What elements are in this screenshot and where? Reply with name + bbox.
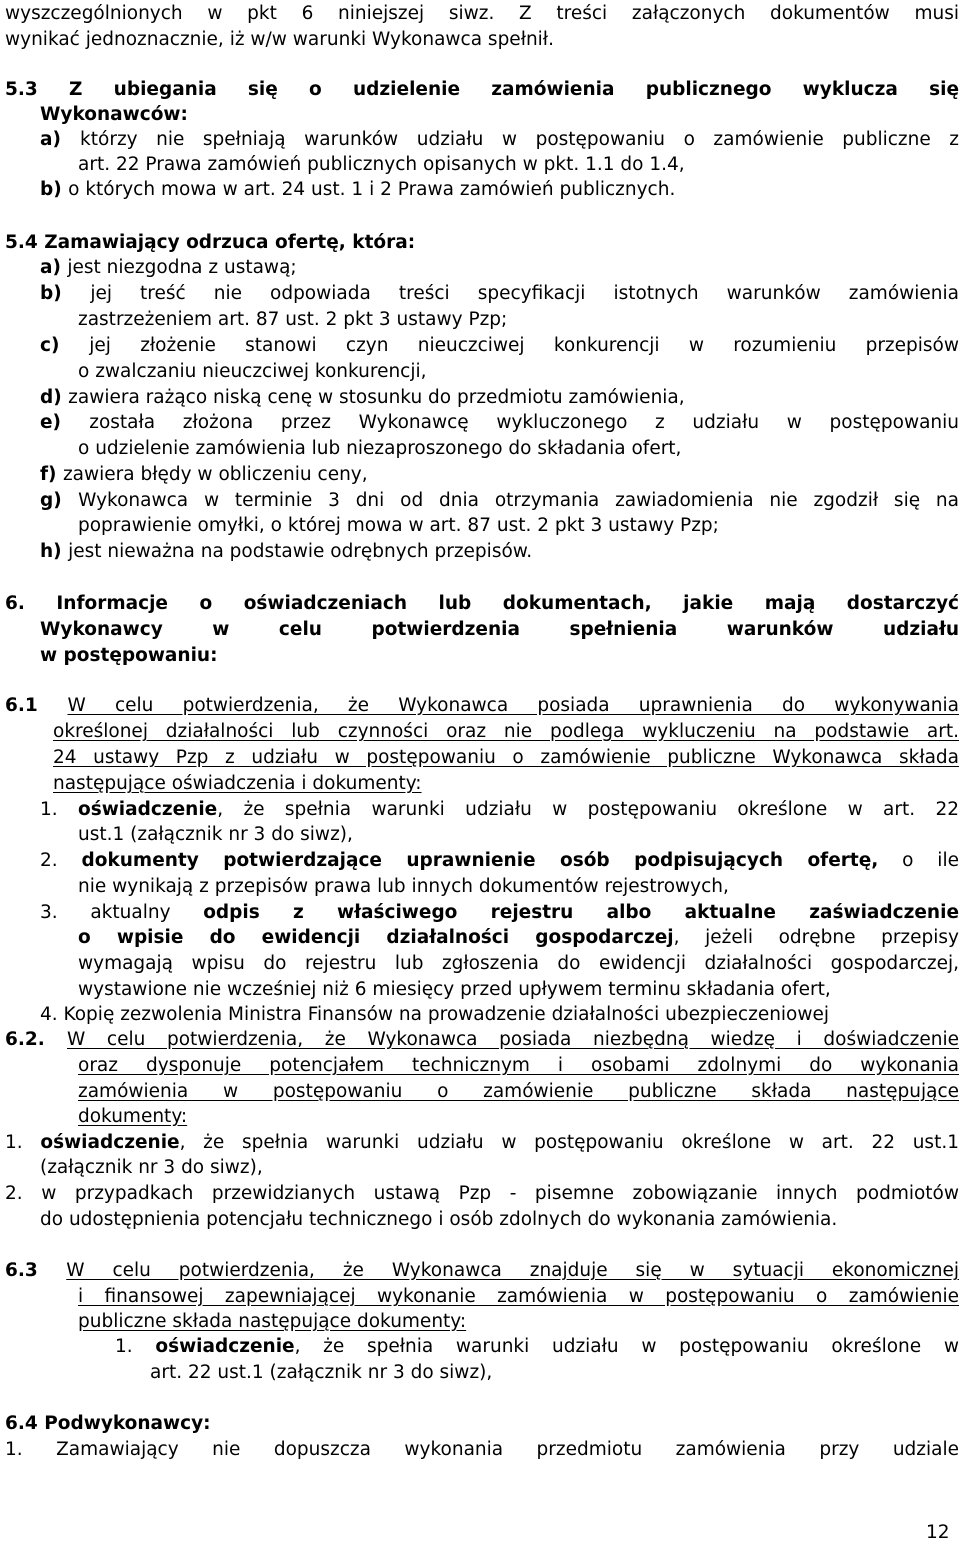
text-segment: zamówienia w postępowaniu o zamówienie publiczne składa następujące (78, 1081, 959, 1102)
text-segment: została złożona przez Wykonawcę wykluczonego z udziału w postępowaniu (89, 412, 960, 433)
text-segment: jej treść nie odpowiada treści specyfikacji istotnych warunków zamówienia (90, 283, 959, 304)
text-segment: zawiera rażąco niską cenę w stosunku do przedmiotu zamówienia, (68, 387, 685, 408)
text-line (40, 127, 959, 152)
text-segment: , że spełnia warunki udziału w postępowaniu określone w art. 22 (217, 799, 959, 820)
text-line (40, 643, 218, 668)
text-segment: określonej działalności lub czynności oraz nie podlega wykluczeniu na podstawie art. (53, 721, 959, 742)
text-line (78, 925, 959, 950)
text-segment: 6. Informacje o oświadczeniach lub dokumentach, jakie mają dostarczyć (5, 593, 959, 614)
text-segment: oraz dysponuje potencjałem technicznym i osobami zdolnymi do wykonania (78, 1055, 959, 1076)
text-segment: art. 22 Prawa zamówień publicznych opisanych w pkt. 1.1 do 1.4, (78, 154, 685, 175)
text-line (40, 797, 959, 822)
text-segment: 6.3 (5, 1260, 67, 1281)
text-segment: którzy nie spełniają warunków udziału w postępowaniu o zamówienie publiczne z (80, 129, 959, 150)
text-segment: 2. (40, 850, 82, 871)
text-segment: do udostępnienia potencjału technicznego i osób zdolnych do wykonania zamówienia. (40, 1209, 838, 1230)
text-line (40, 848, 959, 873)
text-segment: Wykonawca w terminie 3 dni od dnia otrzymania zawiadomienia nie zgodził się na (78, 490, 959, 511)
text-segment: jest niezgodna z ustawą; (67, 257, 297, 278)
text-line (78, 152, 685, 177)
text-line (40, 385, 685, 410)
text-segment: i finansowej zapewniającej wykonanie zamówienia w postępowaniu o zamówienie (78, 1286, 959, 1307)
text-line (5, 591, 959, 616)
text-line (53, 745, 959, 770)
text-segment: o udzielenie zamówienia lub niezaproszonego do składania ofert, (78, 438, 682, 459)
text-segment: o których mowa w art. 24 ust. 1 i 2 Prawa zamówień publicznych. (68, 179, 676, 200)
text-segment: dokumenty potwierdzające uprawnienie osób podpisujących ofertę, (81, 850, 879, 871)
text-line (78, 951, 959, 976)
text-segment: , że spełnia warunki udziału w postępowaniu określone w (294, 1336, 959, 1357)
text-line (5, 1437, 959, 1462)
text-line (78, 436, 681, 461)
text-segment: odpis z właściwego rejestru albo aktualne zaświadczenie (203, 902, 959, 923)
text-segment: W celu potwierdzenia, że Wykonawca znajduje się w sytuacji ekonomicznej (66, 1260, 959, 1281)
text-line (40, 462, 368, 487)
text-segment: 6.2. (5, 1029, 67, 1050)
text-segment: 6.4 Podwykonawcy: (5, 1413, 211, 1434)
text-segment: 24 ustawy Pzp z udziału w postępowaniu o zamówienie publiczne Wykonawca składa (53, 747, 959, 768)
text-line (78, 1284, 959, 1309)
text-segment: 1. (115, 1336, 156, 1357)
text-segment: , że spełnia warunki udziału w postępowaniu określone w art. 22 ust.1 (179, 1132, 959, 1153)
text-line (40, 1207, 837, 1232)
text-line (5, 77, 959, 102)
text-line (78, 977, 831, 1002)
text-segment: b) (40, 179, 69, 200)
text-segment: art. 22 ust.1 (załącznik nr 3 do siwz), (150, 1362, 493, 1383)
text-segment: b) (40, 283, 91, 304)
text-segment: dokumenty: (78, 1106, 188, 1127)
text-line (78, 1309, 466, 1334)
text-line (78, 359, 427, 384)
text-line (40, 410, 959, 435)
text-segment: wystawione nie wcześniej niż 6 miesięcy przed upływem terminu składania ofert, (78, 979, 831, 1000)
text-line (5, 27, 554, 52)
text-segment: oświadczenie (155, 1336, 295, 1357)
text-segment: o wpisie do ewidencji działalności gospodarczej (78, 927, 674, 948)
text-line (40, 177, 675, 202)
text-segment: jej złożenie stanowi czyn nieuczciwej konkurencji w rozumieniu przepisów (89, 335, 959, 356)
text-segment: o zwalczaniu nieuczciwej konkurencji, (78, 361, 427, 382)
text-segment: oświadczenie (78, 799, 218, 820)
text-segment: h) (40, 541, 69, 562)
text-segment: 5.4 Zamawiający odrzuca ofertę, która: (5, 232, 416, 253)
text-line (40, 1155, 263, 1180)
text-line (78, 1053, 959, 1078)
text-segment: 3. aktualny (40, 902, 204, 923)
text-segment: a) (40, 129, 81, 150)
text-segment: 1. (5, 1132, 41, 1153)
text-line (40, 900, 959, 925)
text-segment: 1. Zamawiający nie dopuszcza wykonania przedmiotu zamówienia przy udziale (5, 1439, 959, 1460)
text-segment: g) (40, 490, 79, 511)
text-segment: Wykonawców: (40, 104, 188, 125)
text-segment: w postępowaniu: (40, 645, 218, 666)
text-line (40, 1002, 829, 1027)
text-segment: wynikać jednoznacznie, iż w/w warunki Wykonawca spełnił. (5, 29, 554, 50)
text-segment: wymagają wpisu do rejestru lub zgłoszenia do ewidencji działalności gospodarczej, (78, 953, 959, 974)
text-segment: 1. (40, 799, 78, 820)
text-line (53, 719, 959, 744)
text-line (40, 617, 959, 642)
text-line (5, 1258, 959, 1283)
text-line (5, 693, 959, 718)
text-segment: 5.3 Z ubiegania się o udzielenie zamówienia publicznego wyklucza się (5, 79, 959, 100)
text-segment: d) (40, 387, 69, 408)
text-line (5, 1, 959, 26)
text-line (40, 281, 959, 306)
text-segment: o ile (878, 850, 959, 871)
text-line (40, 333, 959, 358)
text-segment: publiczne składa następujące dokumenty: (78, 1311, 467, 1332)
text-segment: poprawienie omyłki, o której mowa w art. 87 ust. 2 pkt 3 ustawy Pzp; (78, 515, 719, 536)
text-line (150, 1360, 492, 1385)
text-line (53, 771, 422, 796)
text-line (5, 230, 415, 255)
text-line (5, 1130, 959, 1155)
text-segment: 2. w przypadkach przewidzianych ustawą Pzp - pisemne zobowiązanie innych podmiotów (5, 1183, 959, 1204)
text-line (40, 255, 297, 280)
text-line (78, 874, 729, 899)
text-segment: , jeżeli odrębne przepisy (673, 927, 959, 948)
text-line (78, 1079, 959, 1104)
text-segment: W celu potwierdzenia, że Wykonawca posiada niezbędną wiedzę i doświadczenie (67, 1029, 959, 1050)
text-segment: zawiera błędy w obliczeniu ceny, (62, 464, 368, 485)
text-line (78, 513, 719, 538)
page-number: 12 (926, 1522, 950, 1543)
text-line (40, 488, 959, 513)
text-segment: wyszczególnionych w pkt 6 niniejszej siwz. Z treści załączonych dokumentów musi (5, 3, 959, 24)
text-segment: Wykonawcy w celu potwierdzenia spełnienia warunków udziału (40, 619, 959, 640)
text-line (115, 1334, 959, 1359)
text-line (40, 539, 532, 564)
text-segment: e) (40, 412, 90, 433)
text-segment: 4. Kopię zezwolenia Ministra Finansów na prowadzenie działalności ubezpieczeniowej (40, 1004, 830, 1025)
text-segment: ust.1 (załącznik nr 3 do siwz), (78, 824, 353, 845)
text-segment: następujące oświadczenia i dokumenty: (53, 773, 422, 794)
text-line (78, 822, 353, 847)
text-line (78, 307, 507, 332)
text-line (5, 1027, 959, 1052)
text-segment: f) (40, 464, 63, 485)
text-segment: nie wynikają z przepisów prawa lub innych dokumentów rejestrowych, (78, 876, 729, 897)
text-segment: a) (40, 257, 68, 278)
text-line (40, 102, 188, 127)
text-segment: zastrzeżeniem art. 87 ust. 2 pkt 3 ustawy Pzp; (78, 309, 508, 330)
text-segment: 6.1 (5, 695, 68, 716)
text-line (5, 1181, 959, 1206)
text-line (78, 1104, 187, 1129)
text-line (5, 1411, 211, 1436)
text-segment: c) (40, 335, 90, 356)
text-segment: W celu potwierdzenia, że Wykonawca posiada uprawnienia do wykonywania (67, 695, 959, 716)
text-segment: (załącznik nr 3 do siwz), (40, 1157, 263, 1178)
text-segment: oświadczenie (40, 1132, 180, 1153)
text-segment: jest nieważna na podstawie odrębnych przepisów. (68, 541, 533, 562)
